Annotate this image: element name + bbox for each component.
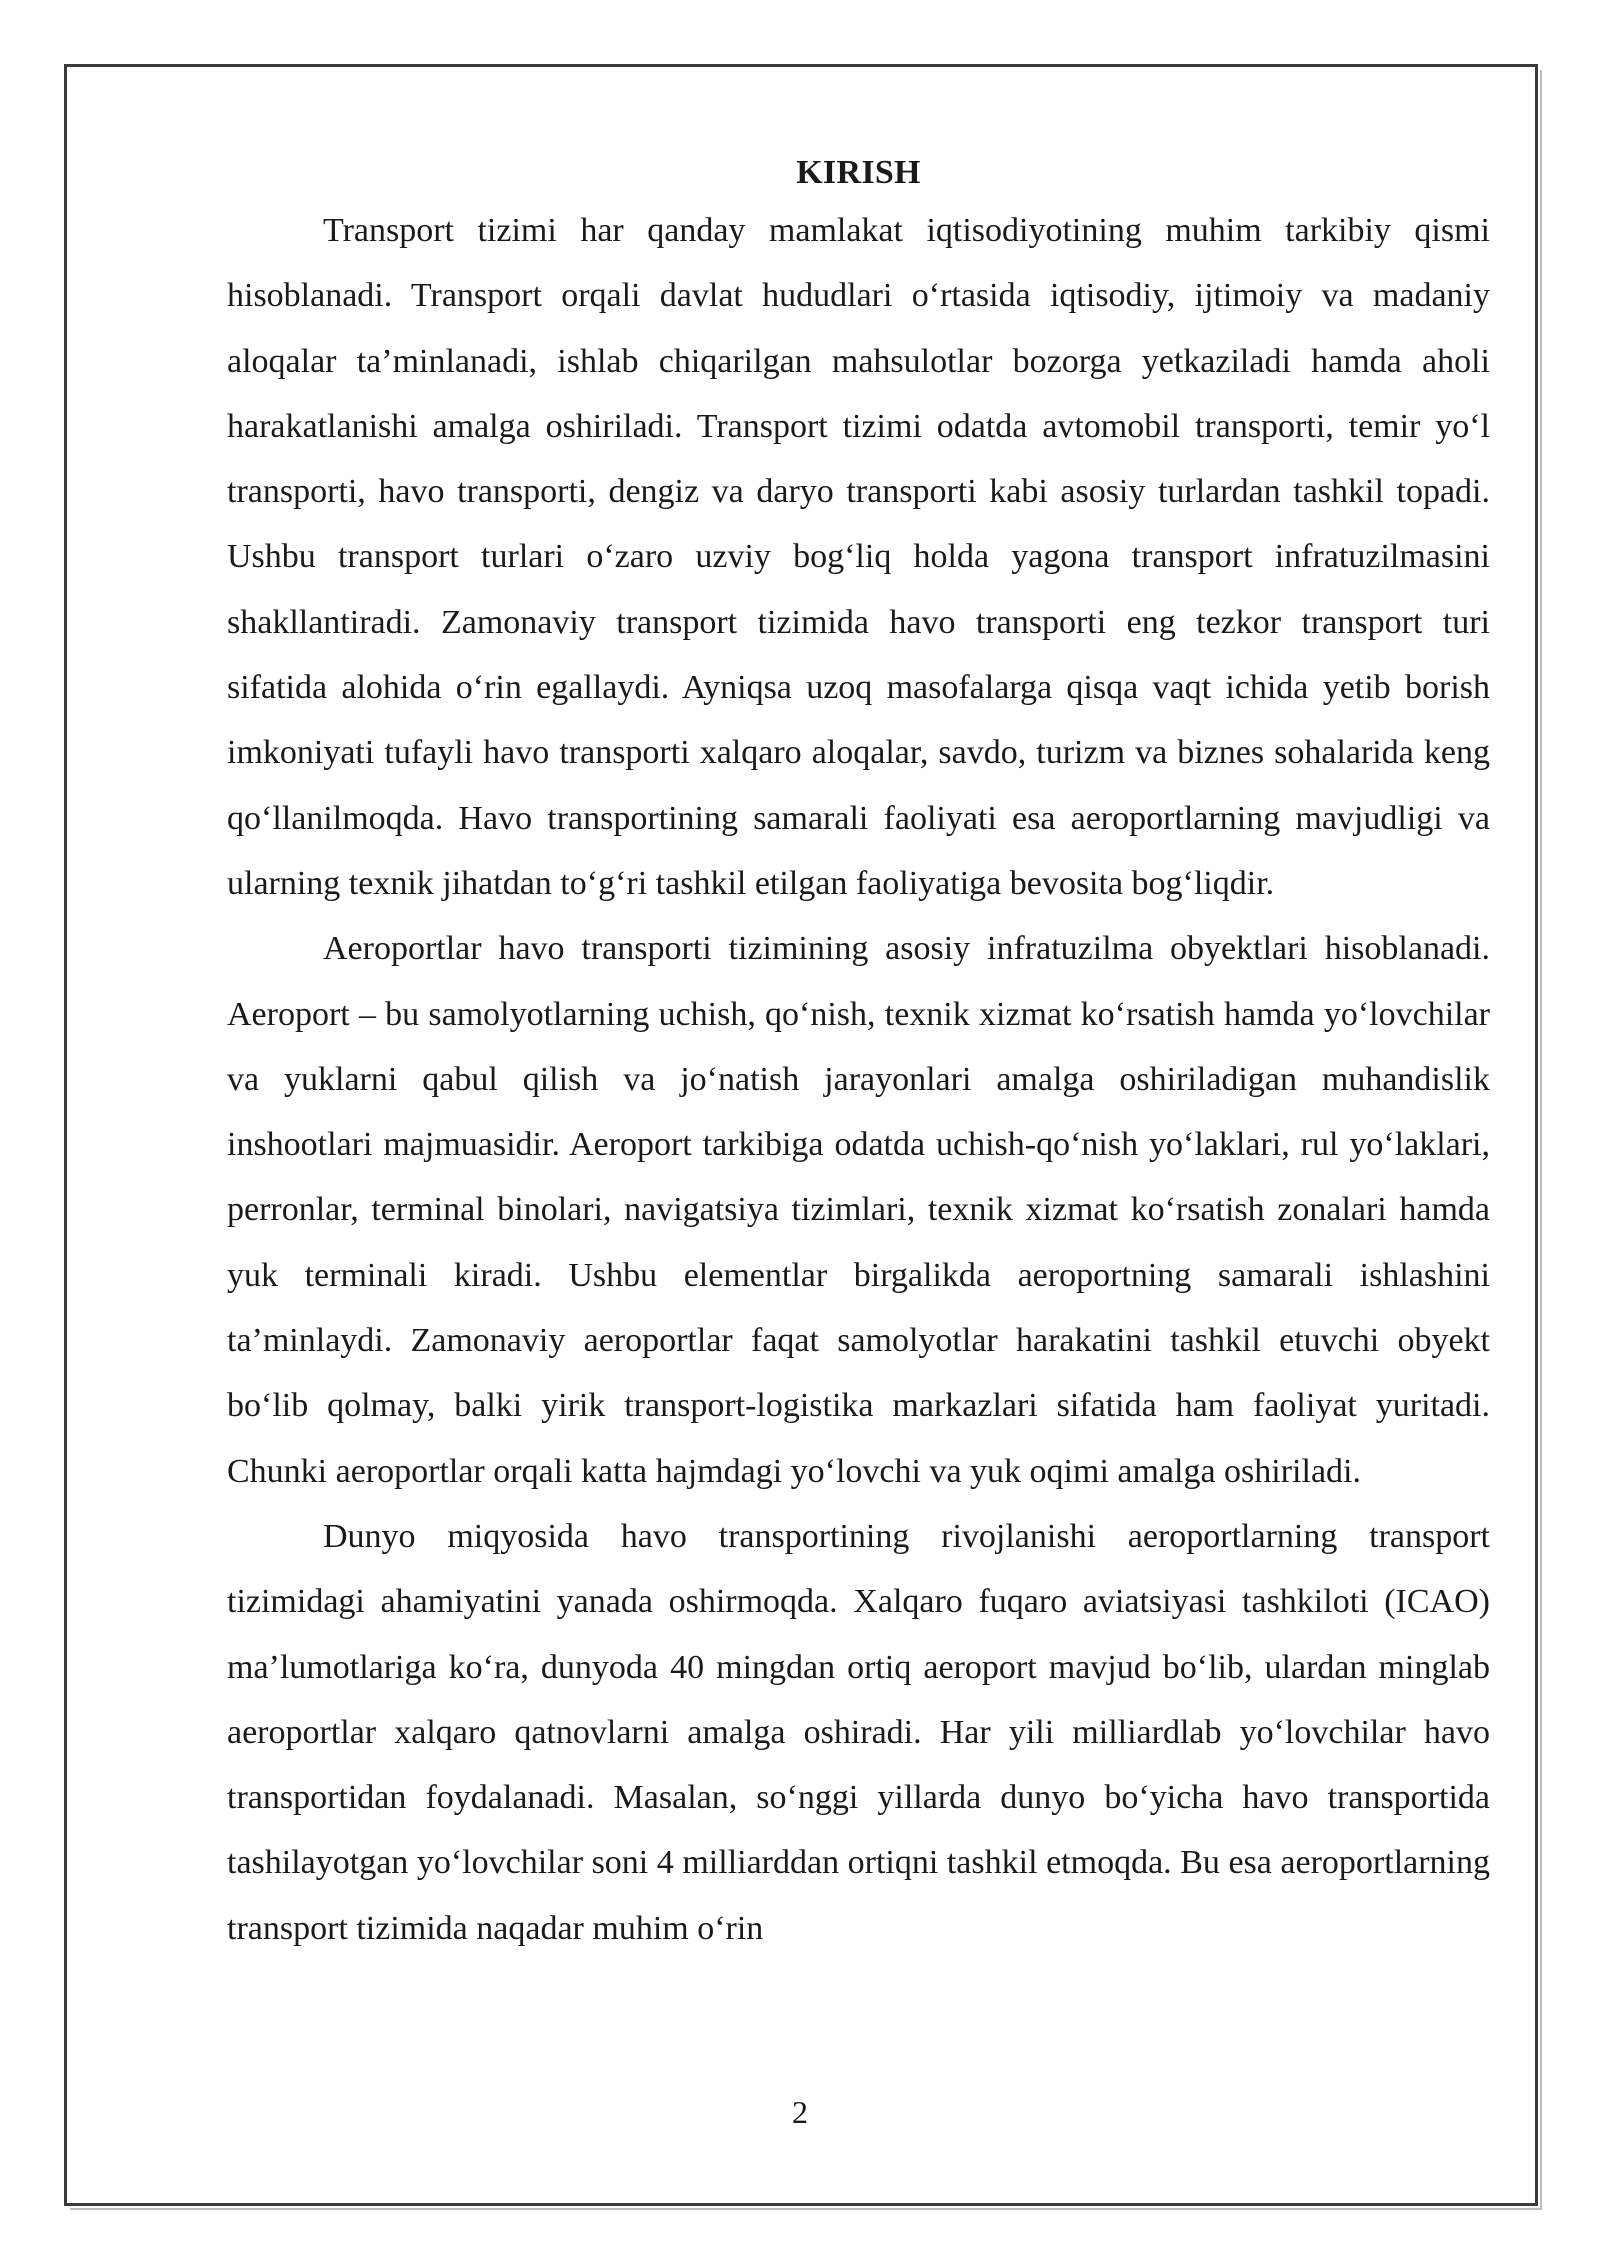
section-heading: KIRISH xyxy=(796,154,921,191)
paragraph-1: Transport tizimi har qanday mamlakat iqtisodiyotining muhim tarkibiy qismi hisoblanadi. Transport orqali davlat hududlari o‘rtasida iqtisodiy, ijtimoiy va madaniy aloqalar ta’minlanadi, ishlab chiqarilgan mahsulotlar bozorga yetkaziladi hamda aholi harakatlanishi amalga oshiriladi. Transport tizimi odatda avtomobil transporti, temir yo‘l transporti, havo transporti, dengiz va daryo transporti kabi asosiy turlardan tashkil topadi. Ushbu transport turlari o‘zaro uzviy bog‘liq holda yagona transport infratuzilmasini shakllantiradi. Zamonaviy transport tizimida havo transporti eng tezkor transport turi sifatida alohida o‘rin egallaydi. Ayniqsa uzoq masofalarga qisqa vaqt ichida yetib borish imkoniyati tufayli havo transporti xalqaro aloqalar, savdo, turizm va biznes sohalarida keng qo‘llanilmoqda. Havo transportining samarali faoliyati esa aeroportlarning mavjudligi va ularning texnik jihatdan to‘g‘ri tashkil etilgan faoliyatiga bevosita bog‘liqdir. xyxy=(227,212,1490,902)
paragraph-2: Aeroportlar havo transporti tizimining asosiy infratuzilma obyektlari hisoblanadi. Aeroport – bu samolyotlarning uchish, qo‘nish, texnik xizmat ko‘rsatish hamda yo‘lovchilar va yuklarni qabul qilish va jo‘natish jarayonlari amalga oshiriladigan muhandislik inshootlari majmuasidir. Aeroport tarkibiga odatda uchish-qo‘nish yo‘laklari, rul yo‘laklari, perronlar, terminal binolari, navigatsiya tizimlari, texnik xizmat ko‘rsatish zonalari hamda yuk terminali kiradi. Ushbu elementlar birgalikda aeroportning samarali ishlashini ta’minlaydi. Zamonaviy aeroportlar faqat samolyotlar harakatini tashkil etuvchi obyekt bo‘lib qolmay, balki yirik transport-logistika markazlari sifatida ham faoliyat yuritadi. Chunki aeroportlar orqali katta hajmdagi yo‘lovchi va yuk oqimi amalga oshiriladi. xyxy=(227,930,1490,1490)
page-number: 2 xyxy=(792,2094,808,2130)
document-body xyxy=(227,148,1490,1961)
paragraph-3: Dunyo miqyosida havo transportining rivojlanishi aeroportlarning transport tizimidagi ahamiyatini yanada oshirmoqda. Xalqaro fuqaro aviatsiyasi tashkiloti (ICAO) ma’lumotlariga ko‘ra, dunyoda 40 mingdan ortiq aeroport mavjud bo‘lib, ulardan minglab aeroportlar xalqaro qatnovlarni amalga oshiradi. Har yili milliardlab yo‘lovchilar havo transportidan foydalanadi. Masalan, so‘nggi yillarda dunyo bo‘yicha havo transportida tashilayotgan yo‘lovchilar soni 4 milliarddan ortiqni tashkil etmoqda. Bu esa aeroportlarning transport tizimida naqadar muhim o‘rin xyxy=(227,1517,1490,1947)
